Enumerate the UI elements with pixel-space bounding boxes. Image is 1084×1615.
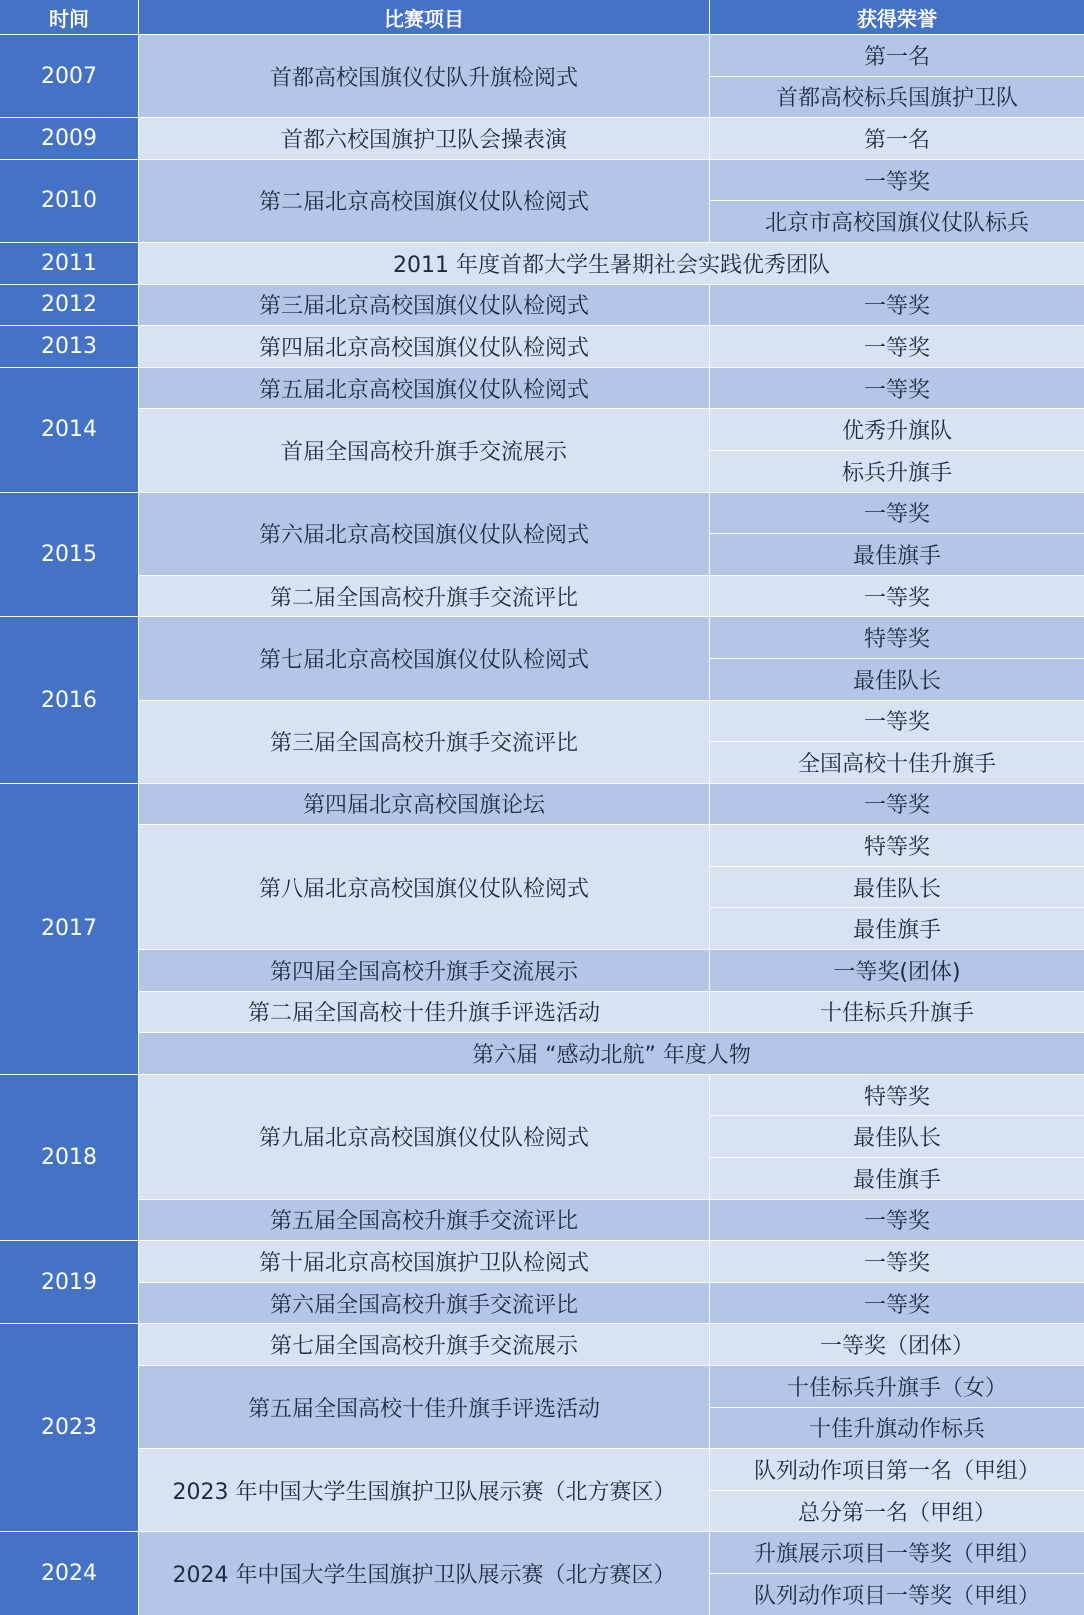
honor-cell: 一等奖(团体) [710, 950, 1084, 991]
header-time: 时间 [0, 0, 138, 34]
honor-cell: 一等奖（团体） [710, 1324, 1084, 1365]
event-cell: 第十届北京高校国旗护卫队检阅式 [139, 1241, 709, 1282]
honor-cell: 最佳旗手 [710, 1158, 1084, 1199]
event-cell: 第五届全国高校十佳升旗手评选活动 [139, 1366, 709, 1448]
event-cell: 第六届北京高校国旗仪仗队检阅式 [139, 493, 709, 575]
honor-cell: 第一名 [710, 35, 1084, 76]
event-cell: 第七届全国高校升旗手交流展示 [139, 1324, 709, 1365]
year-cell: 2015 [0, 493, 138, 617]
honor-cell: 一等奖 [710, 1283, 1084, 1324]
honor-cell: 一等奖 [710, 1200, 1084, 1241]
event-cell: 2023 年中国大学生国旗护卫队展示赛（北方赛区） [139, 1449, 709, 1531]
event-cell: 首届全国高校升旗手交流展示 [139, 409, 709, 491]
year-cell: 2017 [0, 784, 138, 1074]
honor-cell: 十佳标兵升旗手（女） [710, 1366, 1084, 1407]
year-cell: 2009 [0, 118, 138, 159]
honor-cell: 特等奖 [710, 617, 1084, 658]
event-cell: 第八届北京高校国旗仪仗队检阅式 [139, 825, 709, 949]
honor-cell: 一等奖 [710, 493, 1084, 534]
honor-cell: 十佳升旗动作标兵 [710, 1408, 1084, 1449]
honor-cell: 特等奖 [710, 1075, 1084, 1116]
event-cell: 首都高校国旗仪仗队升旗检阅式 [139, 35, 709, 117]
event-cell: 第五届全国高校升旗手交流评比 [139, 1200, 709, 1241]
year-cell: 2024 [0, 1532, 138, 1614]
year-cell: 2010 [0, 160, 138, 242]
honor-cell: 一等奖 [710, 784, 1084, 825]
event-cell: 第四届全国高校升旗手交流展示 [139, 950, 709, 991]
honor-cell: 特等奖 [710, 825, 1084, 866]
event-cell: 第二届全国高校十佳升旗手评选活动 [139, 992, 709, 1033]
year-cell: 2011 [0, 243, 138, 284]
honor-cell: 一等奖 [710, 1241, 1084, 1282]
honor-cell: 一等奖 [710, 326, 1084, 367]
honor-cell: 一等奖 [710, 368, 1084, 409]
event-cell: 2011 年度首都大学生暑期社会实践优秀团队 [139, 243, 1084, 284]
year-cell: 2018 [0, 1075, 138, 1240]
event-cell: 第四届北京高校国旗仪仗队检阅式 [139, 326, 709, 367]
honor-cell: 总分第一名（甲组） [710, 1491, 1084, 1532]
header-event: 比赛项目 [139, 0, 709, 34]
event-cell: 第二届北京高校国旗仪仗队检阅式 [139, 160, 709, 242]
honor-cell: 最佳队长 [710, 867, 1084, 908]
event-cell: 第六届全国高校升旗手交流评比 [139, 1283, 709, 1324]
year-cell: 2023 [0, 1324, 138, 1531]
honor-cell: 最佳旗手 [710, 534, 1084, 575]
honor-cell: 最佳队长 [710, 659, 1084, 700]
event-cell: 第二届全国高校升旗手交流评比 [139, 576, 709, 617]
event-cell: 第三届全国高校升旗手交流评比 [139, 701, 709, 783]
honor-cell: 最佳旗手 [710, 908, 1084, 949]
honor-cell: 标兵升旗手 [710, 451, 1084, 492]
event-cell: 第七届北京高校国旗仪仗队检阅式 [139, 617, 709, 699]
event-cell: 2024 年中国大学生国旗护卫队展示赛（北方赛区） [139, 1532, 709, 1614]
event-cell: 第五届北京高校国旗仪仗队检阅式 [139, 368, 709, 409]
honor-cell: 北京市高校国旗仪仗队标兵 [710, 201, 1084, 242]
honor-cell: 最佳队长 [710, 1116, 1084, 1157]
event-cell: 第四届北京高校国旗论坛 [139, 784, 709, 825]
honor-cell: 升旗展示项目一等奖（甲组） [710, 1532, 1084, 1573]
event-cell: 第六届 “感动北航” 年度人物 [139, 1033, 1084, 1074]
honor-cell: 第一名 [710, 118, 1084, 159]
honor-cell: 队列动作项目第一名（甲组） [710, 1449, 1084, 1490]
honor-cell: 一等奖 [710, 285, 1084, 326]
honor-cell: 十佳标兵升旗手 [710, 992, 1084, 1033]
year-cell: 2016 [0, 617, 138, 782]
honor-cell: 一等奖 [710, 576, 1084, 617]
honor-cell: 优秀升旗队 [710, 409, 1084, 450]
honor-cell: 首都高校标兵国旗护卫队 [710, 77, 1084, 118]
event-cell: 第三届北京高校国旗仪仗队检阅式 [139, 285, 709, 326]
honor-cell: 队列动作项目一等奖（甲组） [710, 1574, 1084, 1615]
year-cell: 2012 [0, 285, 138, 326]
honor-cell: 一等奖 [710, 160, 1084, 201]
event-cell: 第九届北京高校国旗仪仗队检阅式 [139, 1075, 709, 1199]
header-honor: 获得荣誉 [710, 0, 1084, 34]
honor-cell: 全国高校十佳升旗手 [710, 742, 1084, 783]
year-cell: 2019 [0, 1241, 138, 1323]
year-cell: 2007 [0, 35, 138, 117]
year-cell: 2014 [0, 368, 138, 492]
year-cell: 2013 [0, 326, 138, 367]
honor-cell: 一等奖 [710, 701, 1084, 742]
event-cell: 首都六校国旗护卫队会操表演 [139, 118, 709, 159]
